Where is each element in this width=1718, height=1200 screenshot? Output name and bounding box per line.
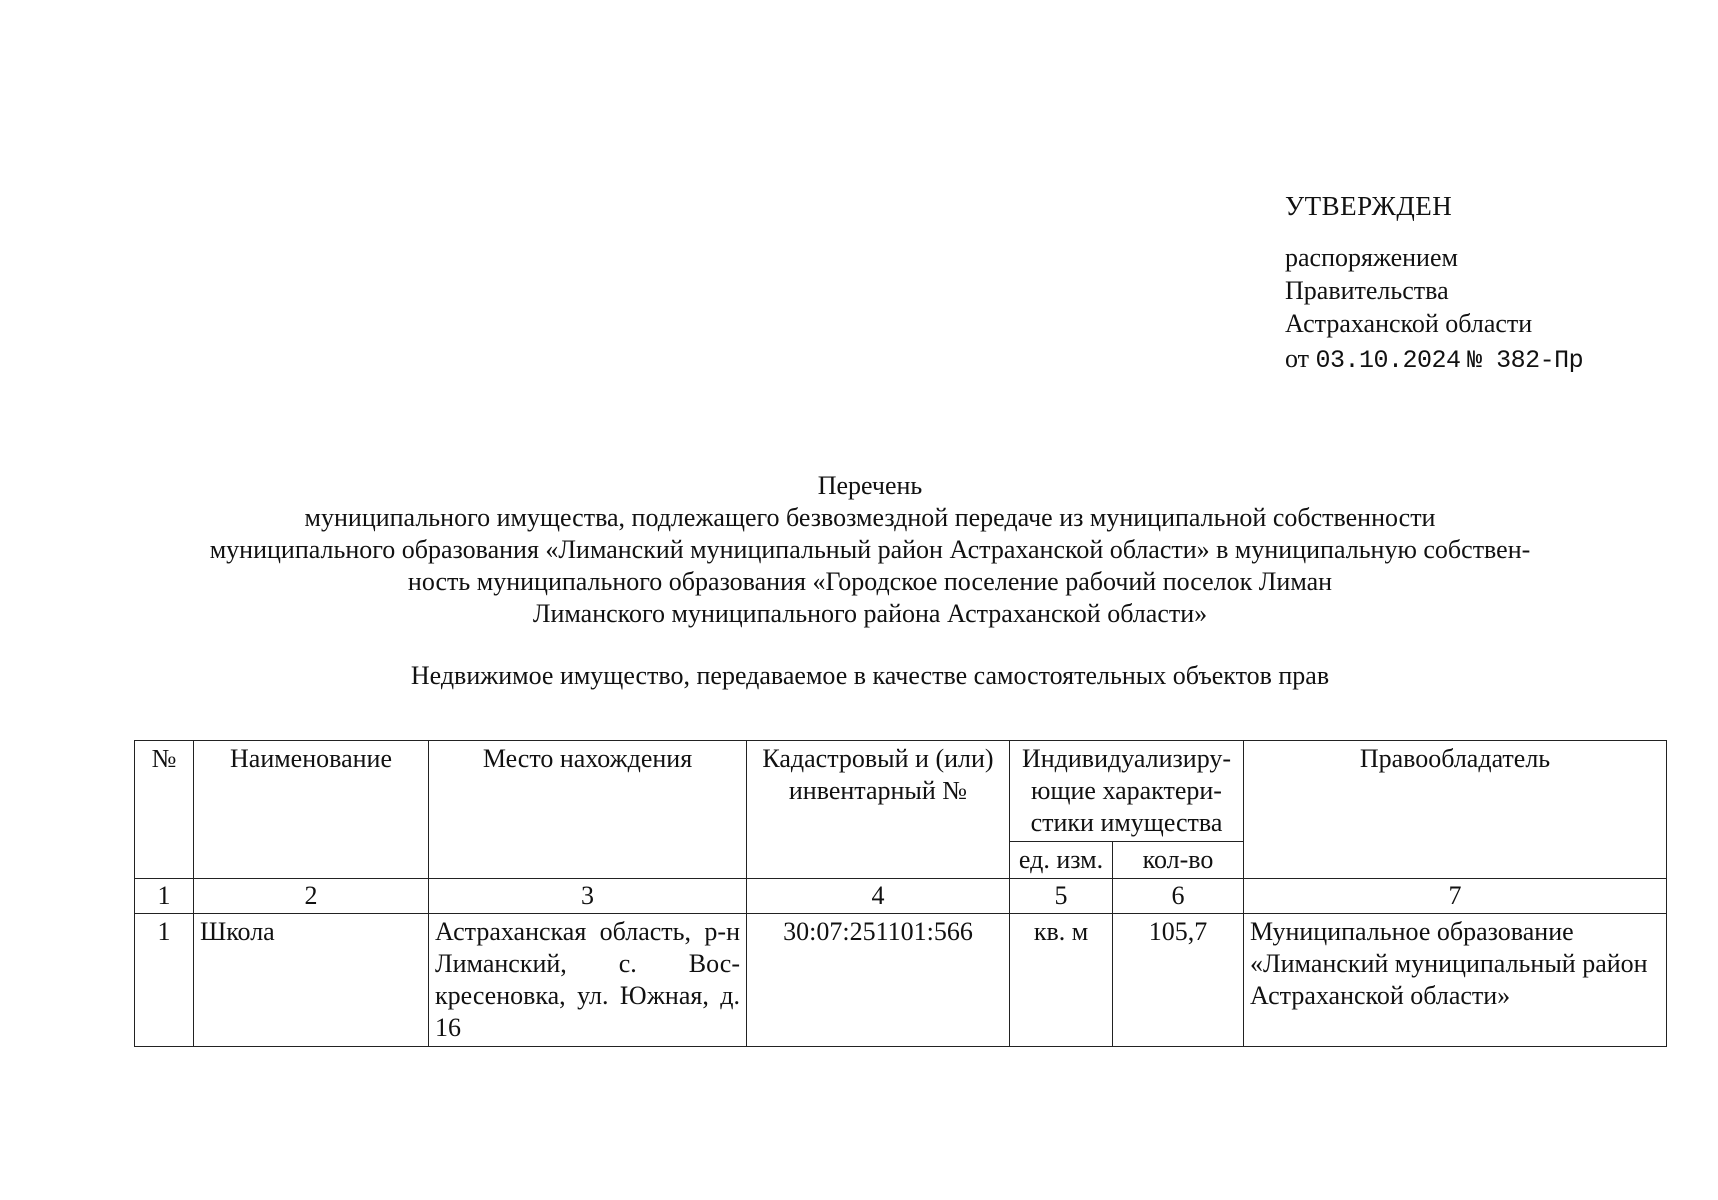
column-number-4: 4 xyxy=(747,879,1010,914)
cell-owner: Муниципальное образование «Лиманский муниципальный район Астраханской области» xyxy=(1244,914,1667,1047)
header-cadastral: Кадастровый и (или) инвентарный № xyxy=(747,741,1010,879)
heading-line-3: ность муниципального образования «Городское поселение рабочий поселок Лиман xyxy=(407,567,1333,596)
approval-date: 03.10.2024 xyxy=(1315,346,1461,375)
header-row xyxy=(135,741,1667,842)
approval-title: УТВЕРЖДЕН xyxy=(1285,191,1453,221)
cell-unit: кв. м xyxy=(1010,914,1113,1047)
document-title: Перечень xyxy=(817,471,923,500)
column-number-6: 6 xyxy=(1113,879,1244,914)
cell-num: 1 xyxy=(135,914,194,1047)
header-quantity: кол-во xyxy=(1113,842,1244,879)
cell-quantity: 105,7 xyxy=(1113,914,1244,1047)
approval-date-row xyxy=(1285,342,1685,377)
column-number-row xyxy=(135,879,1667,914)
approval-date-prefix: от xyxy=(1285,344,1310,373)
cell-cadastral: 30:07:251101:566 xyxy=(747,914,1010,1047)
property-table xyxy=(134,740,1667,1047)
table-header xyxy=(135,741,1667,879)
approval-line-3: Астраханской области xyxy=(1285,309,1533,338)
header-name: Наименование xyxy=(194,741,429,879)
column-number-1: 1 xyxy=(135,879,194,914)
header-unit: ед. изм. xyxy=(1010,842,1113,879)
column-number-5: 5 xyxy=(1010,879,1113,914)
approval-line-2: Правительства xyxy=(1285,276,1449,305)
column-number-2: 2 xyxy=(194,879,429,914)
approval-number: № 382-Пр xyxy=(1467,346,1584,375)
document-heading xyxy=(120,470,1620,630)
header-owner: Правообладатель xyxy=(1244,741,1667,879)
header-characteristics: Индивидуализиру-ющие характери-стики имущества xyxy=(1010,741,1244,842)
cell-location: Астраханская область, р-н Лиманский, с. Вос-кресеновка, ул. Южная, д. 16 xyxy=(429,914,747,1047)
heading-line-4: Лиманского муниципального района Астраханской области» xyxy=(532,599,1208,628)
table-body xyxy=(135,879,1667,1047)
column-number-7: 7 xyxy=(1244,879,1667,914)
header-location: Место нахождения xyxy=(429,741,747,879)
cell-name: Школа xyxy=(194,914,429,1047)
approval-line-1: распоряжением xyxy=(1285,243,1458,272)
heading-line-2: муниципального образования «Лиманский муниципальный район Астраханской области» в муниципальную собствен- xyxy=(209,535,1531,564)
section-subtitle: Недвижимое имущество, передаваемое в качестве самостоятельных объектов прав xyxy=(410,661,1330,690)
table-row xyxy=(135,914,1667,1047)
approval-stamp xyxy=(1285,190,1685,377)
heading-line-1: муниципального имущества, подлежащего безвозмездной передаче из муниципальной собственности xyxy=(304,503,1436,532)
header-num: № xyxy=(135,741,194,879)
column-number-3: 3 xyxy=(429,879,747,914)
